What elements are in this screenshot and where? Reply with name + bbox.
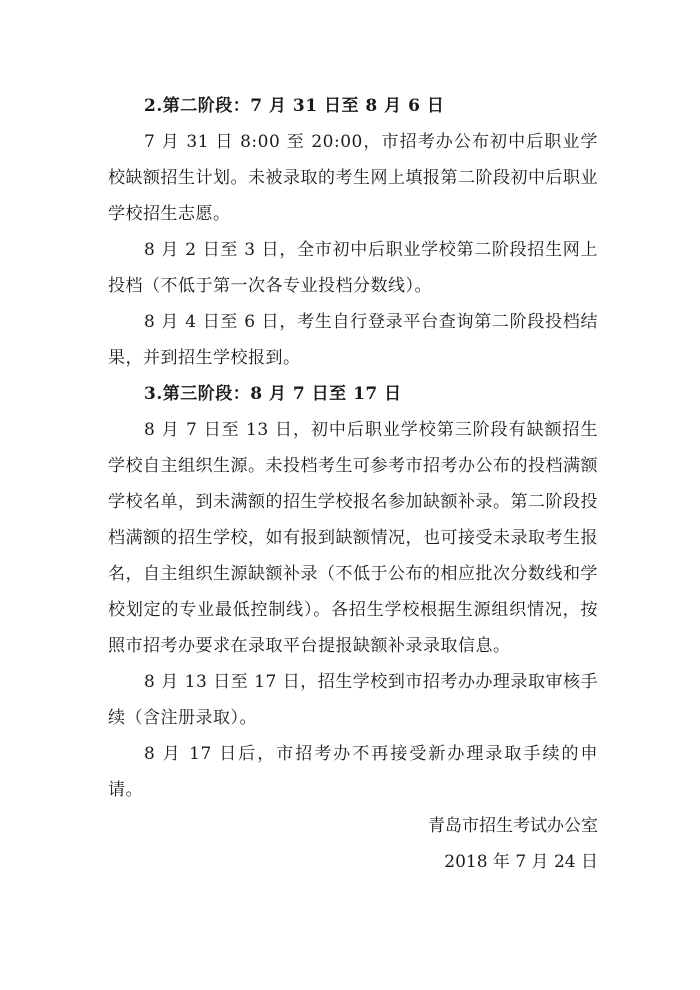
signature-date: 2018 年 7 月 24 日: [444, 852, 598, 872]
section-heading-stage-2: 2.第二阶段：7 月 31 日至 8 月 6 日: [144, 96, 445, 116]
paragraph-stage-2-results: 8 月 4 日至 6 日，考生自行登录平台查询第二阶段投档结果，并到招生学校报到。: [108, 312, 598, 368]
section-heading-stage-3: 3.第三阶段：8 月 7 日至 17 日: [144, 384, 402, 404]
document-page: [108, 88, 598, 880]
paragraph-stage-2-filing: 8 月 2 日至 3 日，全市初中后职业学校第二阶段招生网上投档（不低于第一次各专业投档分数线）。: [108, 240, 598, 296]
paragraph-stage-2-plan: 7 月 31 日 8:00 至 20:00，市招考办公布初中后职业学校缺额招生计划。未被录取的考生网上填报第二阶段初中后职业学校招生志愿。: [108, 132, 598, 224]
paragraph-stage-3-supplement: 8 月 7 日至 13 日，初中后职业学校第三阶段有缺额招生学校自主组织生源。未投档考生可参考市招考办公布的投档满额学校名单，到未满额的招生学校报名参加缺额补录。第二阶段投档满额的招生学校，如有报到缺额情况，也可接受未录取考生报名，自主组织生源缺额补录（不低于公布的相应批次分数线和学校划定的专业最低控制线）。各招生学校根据生源组织情况，按照市招考办要求在录取平台提报缺额补录录取信息。: [108, 420, 598, 656]
paragraph-stage-3-deadline: 8 月 17 日后，市招考办不再接受新办理录取手续的申请。: [108, 744, 598, 800]
signature-organization: 青岛市招生考试办公室: [428, 816, 598, 836]
paragraph-stage-3-review: 8 月 13 日至 17 日，招生学校到市招考办办理录取审核手续（含注册录取）。: [108, 672, 598, 728]
